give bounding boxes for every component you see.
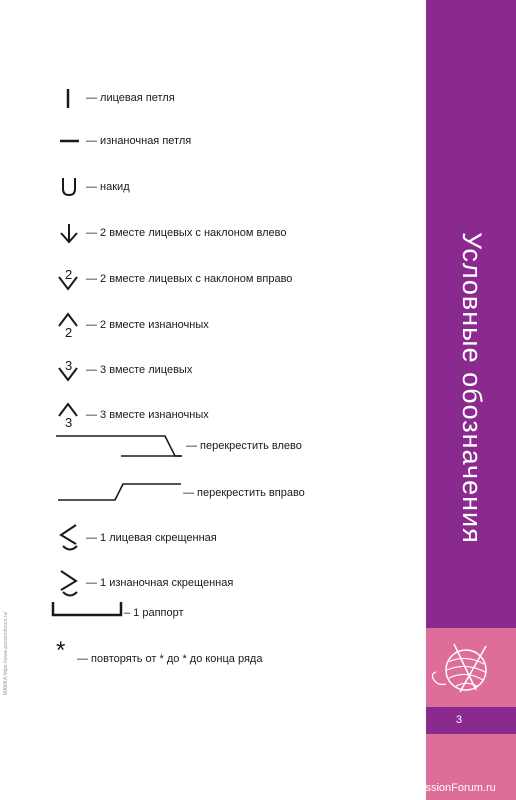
legend-label: — 1 лицевая скрещенная: [86, 532, 217, 544]
stitch-count: 2: [65, 325, 73, 340]
knit-stitch-icon: [60, 87, 76, 111]
legend-label: — перекрестить влево: [186, 440, 302, 452]
page-number: 3: [455, 714, 463, 726]
side-note: MAMKA https://www.passionforum.ru/: [3, 611, 9, 695]
page-title: Условные обозначения: [457, 232, 487, 544]
purl-stitch-icon: [58, 134, 82, 148]
p2tog-icon: [56, 310, 82, 340]
stitch-count: 3: [65, 358, 73, 373]
cross-right-icon: [57, 478, 181, 506]
legend-label: — 3 вместе изнаночных: [86, 409, 209, 421]
stitch-count: 3: [65, 415, 73, 430]
purl-twisted-icon: [58, 568, 82, 600]
sidebar: [426, 0, 516, 800]
k3tog-icon: [56, 354, 82, 384]
legend-label: — 2 вместе лицевых с наклоном вправо: [86, 273, 293, 285]
legend-label: — лицевая петля: [86, 92, 175, 104]
legend-label: — 2 вместе лицевых с наклоном влево: [86, 227, 287, 239]
yarn-over-icon: [60, 176, 78, 198]
k2tog-left-icon: [58, 222, 80, 246]
legend-label: — изнаночная петля: [86, 135, 192, 147]
stitch-count: 2: [65, 267, 73, 282]
knit-twisted-icon: [58, 522, 82, 554]
repeat-bracket-icon: [51, 598, 123, 620]
cross-left-icon: [55, 432, 183, 460]
legend-label: – 1 раппорт: [124, 607, 184, 619]
asterisk-icon: *: [56, 637, 66, 664]
legend-label: — 1 изнаночная скрещенная: [86, 577, 234, 589]
yarn-ball-icon: [428, 640, 502, 700]
sidebar-band-pink: [426, 628, 516, 707]
legend-label: — перекрестить вправо: [183, 487, 305, 499]
legend-label: — накид: [86, 181, 130, 193]
legend-label: — 3 вместе лицевых: [86, 364, 193, 376]
legend-label: — повторять от * до * до конца ряда: [77, 653, 263, 665]
sidebar-band-purple-footer: [426, 707, 516, 734]
p3tog-icon: [56, 400, 82, 430]
legend-label: — 2 вместе изнаночных: [86, 319, 209, 331]
k2tog-right-icon: [56, 263, 82, 293]
watermark: PassionForum.ru: [412, 782, 496, 794]
